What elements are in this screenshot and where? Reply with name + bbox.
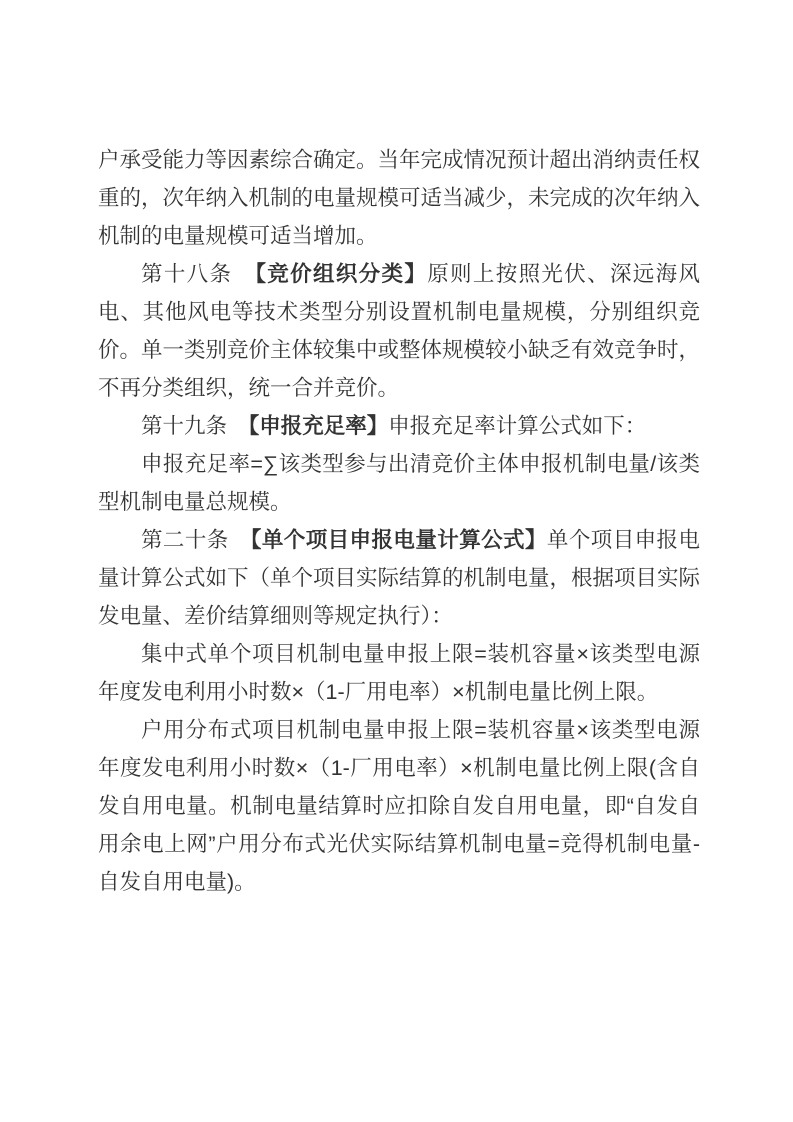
article-title-segment: 【单个项目申报电量计算公式】 xyxy=(250,528,547,552)
paragraph xyxy=(98,635,700,711)
text-segment: 第二十条 xyxy=(141,528,251,552)
text-segment: 单个项目申报电量计算公式如下（单个项目实际结算的机制电量，根据项目实际发电量、差价结算细则等规定执行）： xyxy=(98,528,701,628)
text-segment: 原则上按照光伏、深远海风电、其他风电等技术类型分别设置机制电量规模，分别组织竞价。单一类别竞价主体较集中或整体规模较小缺乏有效竞争时，不再分类组织，统一合并竞价。 xyxy=(98,262,701,400)
text-segment: 集中式单个项目机制电量申报上限=装机容量×该类型电源年度发电利用小时数×（1-厂用电率）×机制电量比例上限。 xyxy=(98,642,700,704)
article-title-segment: 【申报充足率】 xyxy=(248,414,389,438)
paragraph xyxy=(98,521,700,635)
text-segment: 户用分布式项目机制电量申报上限=装机容量×该类型电源年度发电利用小时数×（1-厂用电率）×机制电量比例上限(含自发自用电量。机制电量结算时应扣除自发自用电量，即“自发自用余电上网”户用分布式光伏实际结算机制电量=竞得机制电量-自发自用电量)。 xyxy=(98,718,700,894)
paragraph xyxy=(98,141,700,255)
text-segment: 申报充足率=∑该类型参与出清竞价主体申报机制电量/该类型机制电量总规模。 xyxy=(98,452,700,514)
paragraph xyxy=(98,711,700,901)
paragraph xyxy=(98,445,700,521)
text-segment: 第十八条 xyxy=(141,262,256,286)
article-title-segment: 【竞价组织分类】 xyxy=(255,262,428,286)
paragraph xyxy=(98,407,700,445)
text-segment: 申报充足率计算公式如下： xyxy=(388,414,647,438)
text-segment: 第十九条 xyxy=(141,414,249,438)
paragraph xyxy=(98,255,700,407)
text-segment: 户承受能力等因素综合确定。当年完成情况预计超出消纳责任权重的，次年纳入机制的电量规模可适当减少，未完成的次年纳入机制的电量规模可适当增加。 xyxy=(98,148,701,248)
document-content xyxy=(98,141,700,901)
